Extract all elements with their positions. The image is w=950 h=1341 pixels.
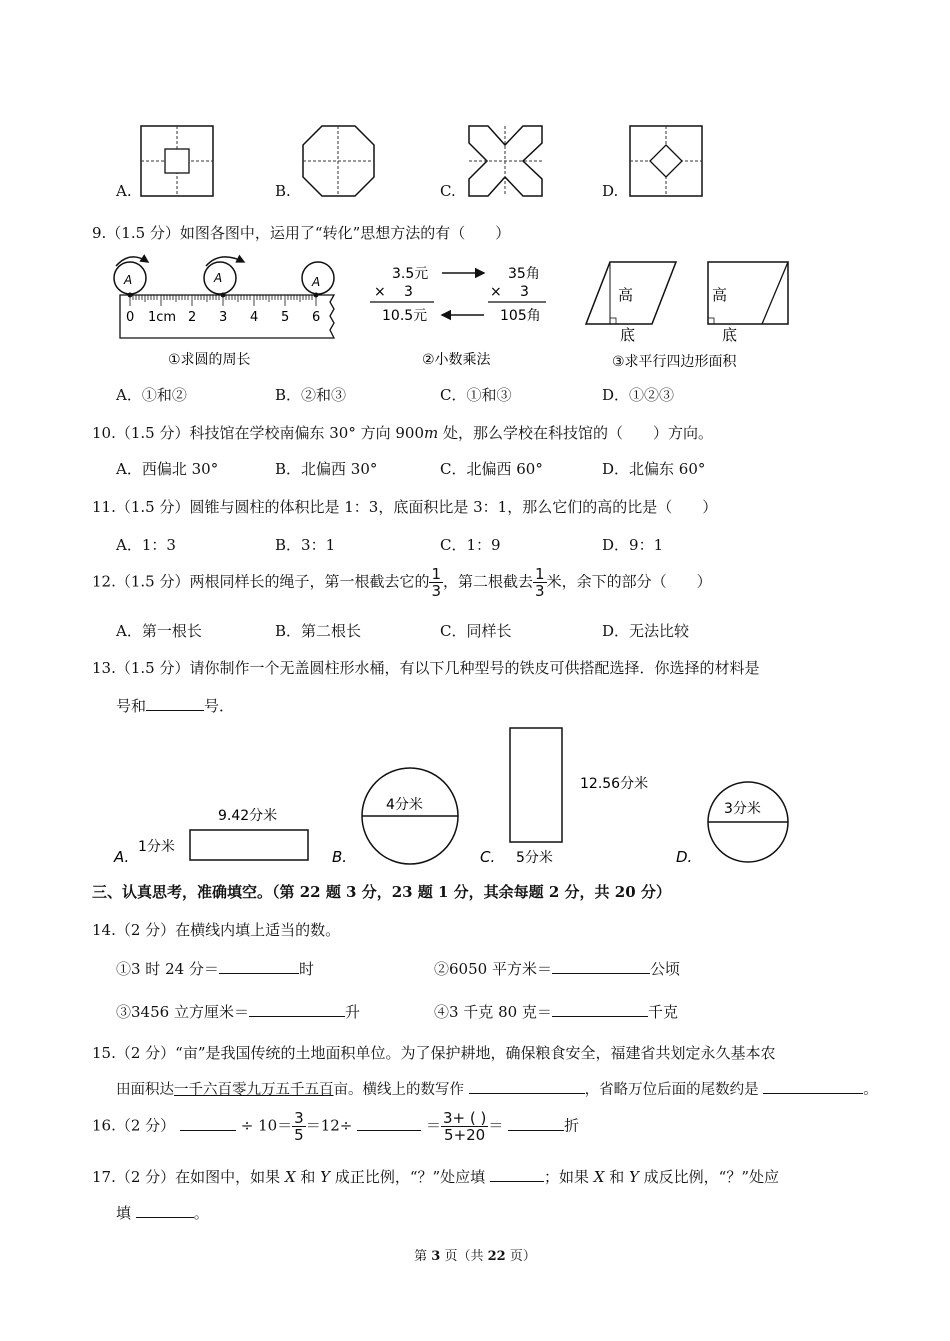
q8-figure-b bbox=[302, 125, 377, 197]
q9-option-c: C．①和③ bbox=[440, 386, 512, 404]
circle-label-1: A bbox=[124, 273, 133, 287]
q16-blank-2[interactable] bbox=[357, 1116, 421, 1131]
q13-option-c: C. bbox=[480, 848, 496, 866]
q13-blank[interactable] bbox=[146, 696, 204, 711]
q12-option-d: D．无法比较 bbox=[602, 622, 690, 640]
q8-option-c: C. bbox=[440, 182, 456, 200]
q14-blank-2[interactable] bbox=[552, 959, 650, 974]
calc-top-left: 3.5元 bbox=[392, 266, 429, 282]
calc-top-right: 35角 bbox=[508, 266, 540, 282]
ruler-label-2: 2 bbox=[188, 310, 197, 325]
ruler-label-1cm: 1cm bbox=[148, 310, 177, 325]
q9-option-b: B．②和③ bbox=[275, 386, 347, 404]
q16-fraction-2: $\frac{3+ ( )}{5+20}$ bbox=[442, 1109, 487, 1144]
q16-blank-1[interactable] bbox=[180, 1116, 236, 1131]
q12-option-b: B．第二根长 bbox=[275, 622, 362, 640]
ruler-label-6: 6 bbox=[312, 310, 321, 325]
para-base-label-1: 底 bbox=[620, 326, 636, 344]
q11-option-a: A．1：3 bbox=[116, 536, 176, 554]
q8-figure-d bbox=[629, 125, 705, 197]
q12-fraction-2: $\frac{1}{3}$ bbox=[535, 565, 545, 600]
page-footer: 第 3 页（共 22 页） bbox=[414, 1249, 536, 1264]
para-base-label-2: 底 bbox=[722, 326, 738, 344]
circle-label-2: A bbox=[214, 271, 223, 285]
q13-line2: 号和 号． bbox=[116, 697, 235, 715]
calc-times-1: × bbox=[374, 284, 386, 300]
ruler-label-3: 3 bbox=[219, 310, 228, 325]
q14-item-3: ③3456 立方厘米＝ 升 bbox=[116, 1003, 360, 1021]
ruler-label-5: 5 bbox=[281, 310, 290, 325]
q17-line1: 17.（2 分）在如图中，如果 X 和 Y 成正比例，“？”处应填 ；如果 X 和 Y 成反比例，“？”处应 bbox=[92, 1168, 779, 1186]
q14-item-2: ②6050 平方米＝ 公顷 bbox=[434, 960, 680, 978]
rect-c-width: 5分米 bbox=[516, 850, 553, 866]
q8-option-d: D. bbox=[602, 182, 619, 200]
calc-bottom-right: 105角 bbox=[500, 308, 541, 324]
rect-a-width: 9.42分米 bbox=[218, 808, 278, 824]
q12-option-c: C．同样长 bbox=[440, 622, 512, 640]
ruler-label-4: 4 bbox=[250, 310, 259, 325]
q15-blank-1[interactable] bbox=[469, 1079, 585, 1094]
q13-figures bbox=[110, 720, 870, 870]
q13-option-d: D. bbox=[676, 848, 693, 866]
q9-option-a: A．①和② bbox=[116, 386, 187, 404]
q12-stem: 12.（1.5 分）两根同样长的绳子，第一根截去它的 $\frac{1}{3}$ ，第二根截去 $\frac{1}{3}$ 米，余下的部分（ ） bbox=[92, 565, 712, 600]
circle-label-3: A bbox=[312, 275, 321, 289]
q16-blank-3[interactable] bbox=[508, 1116, 564, 1131]
calc-mult-2: 3 bbox=[520, 284, 529, 300]
para-height-label-2: 高 bbox=[712, 286, 728, 304]
q14-item-4: ④3 千克 80 克＝ 千克 bbox=[434, 1003, 678, 1021]
q10-option-c: C．北偏西 60° bbox=[440, 460, 543, 478]
q11-option-d: D．9：1 bbox=[602, 536, 664, 554]
q10-option-d: D．北偏东 60° bbox=[602, 460, 706, 478]
q17-blank-1[interactable] bbox=[490, 1167, 544, 1182]
calc-mult-1: 3 bbox=[404, 284, 413, 300]
q9-stem: 9.（1.5 分）如图各图中，运用了“转化”思想方法的有（ ） bbox=[92, 224, 511, 242]
q11-option-c: C．1：9 bbox=[440, 536, 501, 554]
calc-times-2: × bbox=[490, 284, 502, 300]
q8-option-a: A. bbox=[116, 182, 132, 200]
q14-item-1: ①3 时 24 分＝ 时 bbox=[116, 960, 314, 978]
q14-blank-4[interactable] bbox=[552, 1002, 648, 1017]
q10-option-b: B．北偏西 30° bbox=[275, 460, 378, 478]
q9-caption-1: ①求圆的周长 bbox=[168, 352, 251, 368]
rect-c-height: 12.56分米 bbox=[580, 776, 649, 792]
ruler-label-0: 0 bbox=[126, 310, 135, 325]
q9-option-d: D．①②③ bbox=[602, 386, 675, 404]
q16-fraction-1: $\frac{3}{5}$ bbox=[294, 1109, 304, 1144]
q8-figure-a bbox=[140, 125, 220, 197]
q11-stem: 11.（1.5 分）圆锥与圆柱的体积比是 1：3，底面积比是 3：1，那么它们的高的比是（ ） bbox=[92, 498, 718, 516]
q8-figure-c bbox=[468, 125, 544, 197]
circle-b-diameter: 4分米 bbox=[386, 797, 423, 813]
q9-figure-multiplication bbox=[360, 258, 560, 372]
q13-stem: 13.（1.5 分）请你制作一个无盖圆柱形水桶，有以下几种型号的铁皮可供搭配选择．你选择的材料是 bbox=[92, 659, 760, 677]
rect-a-height: 1分米 bbox=[138, 839, 175, 855]
q8-option-b: B. bbox=[275, 182, 291, 200]
q16-line: 16.（2 分） ÷ 10＝ $\frac{3}{5}$ ＝12÷ ＝ $\frac{3+ ( )}{5+20}$ ＝ 折 bbox=[92, 1109, 580, 1144]
q15-line1: 15.（2 分）“亩”是我国传统的土地面积单位。为了保护耕地，确保粮食安全，福建省共划定永久基本农 bbox=[92, 1044, 776, 1062]
q11-option-b: B．3：1 bbox=[275, 536, 336, 554]
q9-figure-parallelogram bbox=[582, 256, 797, 372]
q9-caption-2: ②小数乘法 bbox=[422, 352, 491, 368]
q9-caption-3: ③求平行四边形面积 bbox=[612, 354, 737, 370]
q12-option-a: A．第一根长 bbox=[116, 622, 202, 640]
circle-d-diameter: 3分米 bbox=[724, 801, 761, 817]
q12-fraction-1: $\frac{1}{3}$ bbox=[431, 565, 442, 600]
q13-option-a: A. bbox=[114, 848, 130, 866]
q10-stem: 10.（1.5 分）科技馆在学校南偏东 30° 方向 900m 处，那么学校在科技馆的（ ）方向。 bbox=[92, 424, 714, 442]
q9-figure-ruler bbox=[108, 252, 340, 372]
q13-option-b: B. bbox=[332, 848, 348, 866]
q15-line2: 田面积达一千六百零九万五千五百亩。横线上的数写作 ，省略万位后面的尾数约是 。 bbox=[116, 1078, 878, 1099]
q14-blank-1[interactable] bbox=[219, 959, 299, 974]
q17-blank-2[interactable] bbox=[136, 1203, 194, 1218]
section-3-heading: 三、认真思考，准确填空。（第 22 题 3 分，23 题 1 分，其余每题 2 分，共 20 分） bbox=[92, 883, 671, 901]
q10-option-a: A．西偏北 30° bbox=[116, 460, 219, 478]
q14-blank-3[interactable] bbox=[249, 1002, 345, 1017]
q14-stem: 14.（2 分）在横线内填上适当的数。 bbox=[92, 921, 341, 939]
calc-bottom-left: 10.5元 bbox=[382, 308, 428, 324]
para-height-label-1: 高 bbox=[618, 286, 634, 304]
q15-blank-2[interactable] bbox=[763, 1079, 863, 1094]
q17-line2: 填 。 bbox=[116, 1204, 209, 1222]
